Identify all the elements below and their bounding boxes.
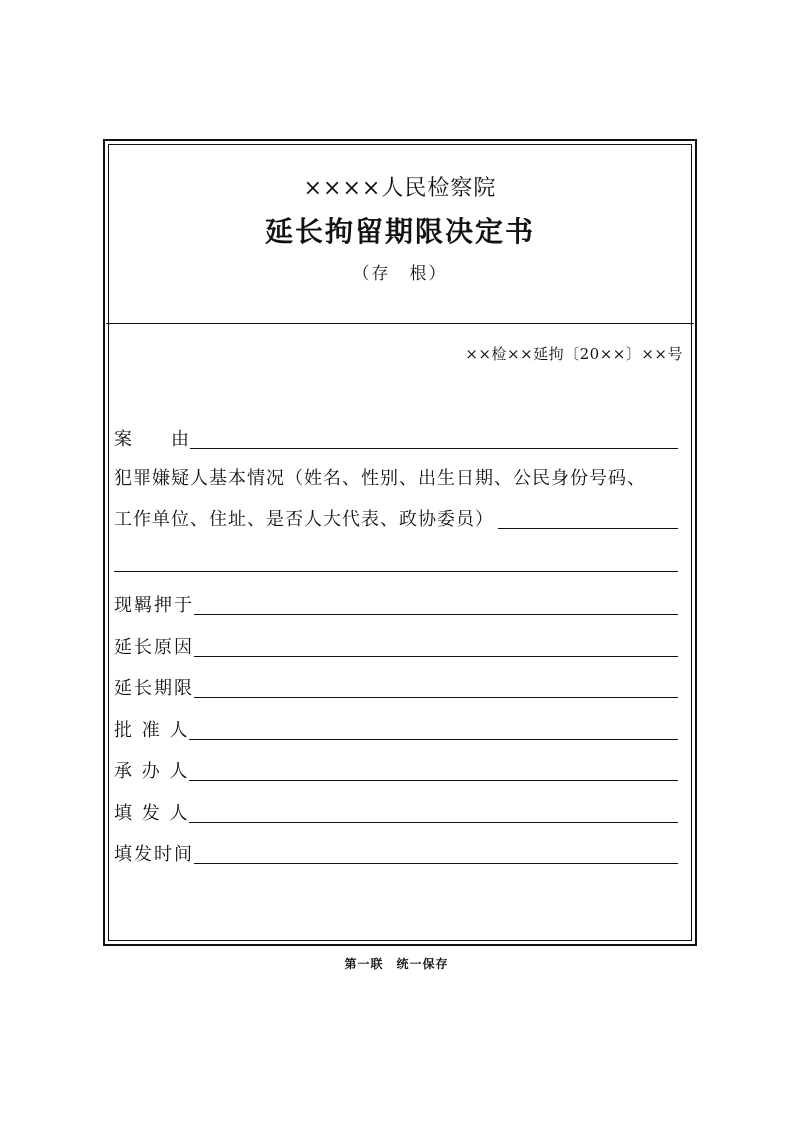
header-divider [106,323,694,324]
procuratorate-name: ××××人民检察院 [303,176,497,201]
suspect-info-field[interactable] [498,508,678,529]
issuer-field[interactable] [189,802,678,823]
issue-time-row [114,840,678,866]
document-number: ××检××延拘〔20××〕××号 [465,345,683,363]
extension-period-label: 延长期限 [114,678,194,699]
detained-at-field[interactable] [194,594,678,615]
detained-at-row [114,591,678,617]
extension-reason-label: 延长原因 [114,637,194,658]
issue-time-field[interactable] [194,843,678,864]
issue-time-label: 填发时间 [114,844,194,865]
extension-reason-row [114,633,678,659]
issuer-row [114,799,678,825]
suspect-info-extra-line[interactable] [114,571,678,572]
suspect-info-label-line1: 犯罪嫌疑人基本情况（姓名、性别、出生日期、公民身份号码、 [114,468,646,489]
approver-field[interactable] [189,719,678,740]
approver-row [114,716,678,742]
handler-row [114,757,678,783]
case-reason-row [114,425,678,451]
case-reason-field[interactable] [190,428,678,449]
extension-period-row [114,674,678,700]
extension-reason-field[interactable] [194,636,678,657]
copy-note: 第一联 统一保存 [344,957,449,971]
document-title: 延长拘留期限决定书 [264,215,535,248]
handler-field[interactable] [189,760,678,781]
extension-period-field[interactable] [194,677,678,698]
document-subtitle: （存 根） [352,264,448,284]
handler-label: 承 办 人 [114,761,190,782]
suspect-info-row [114,508,678,531]
detained-at-label: 现羁押于 [114,595,194,616]
approver-label: 批 准 人 [114,720,190,741]
issuer-label: 填 发 人 [114,803,190,824]
suspect-info-label-line2: 工作单位、住址、是否人大代表、政协委员） [114,509,494,530]
case-reason-label: 案 由 [114,429,190,450]
